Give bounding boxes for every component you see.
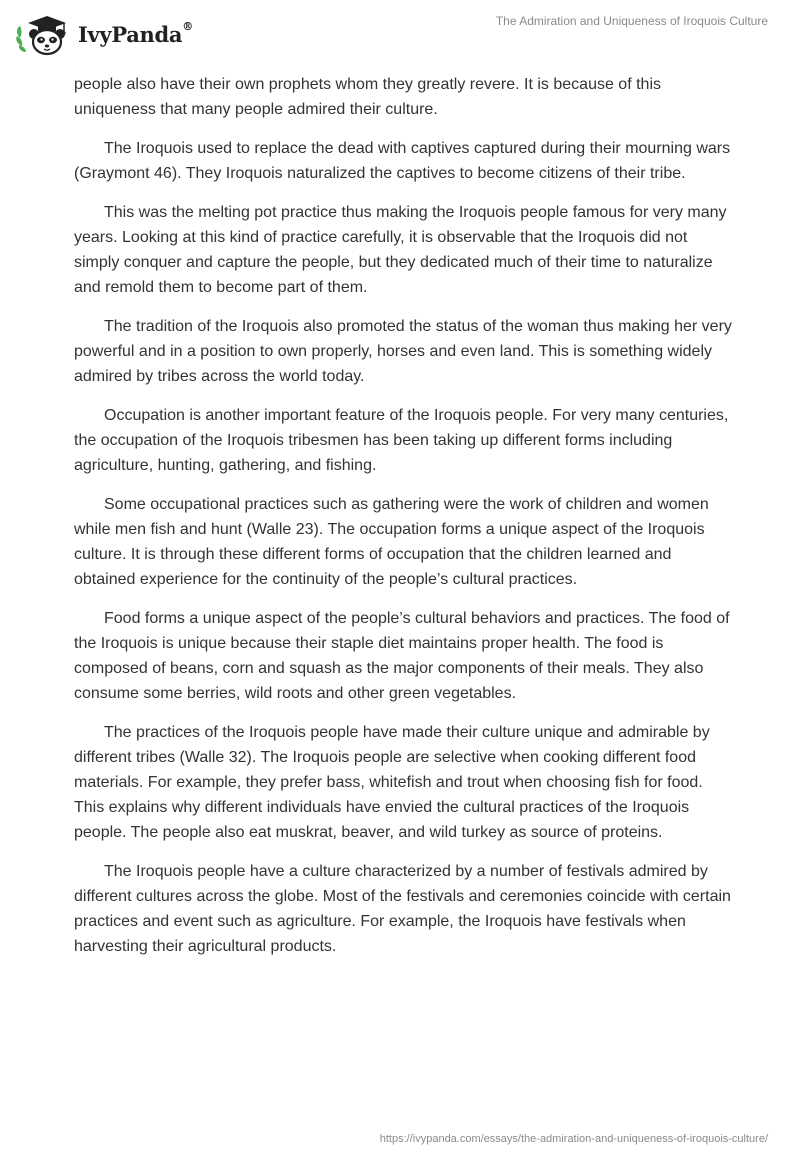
panda-graduation-cap-icon <box>14 12 74 56</box>
source-url[interactable]: https://ivypanda.com/essays/the-admiration-and-uniqueness-of-iroquois-culture/ <box>379 1133 768 1145</box>
essay-paragraph: Food forms a unique aspect of the people’s cultural behaviors and practices. The food of the Iroquois is unique because their staple diet maintains proper health. The food is composed of beans, corn and squash as the major components of their meals. They also consume some berries, wild roots and other green vegetables. <box>74 610 730 702</box>
essay-paragraph: Occupation is another important feature of the Iroquois people. For very many centuries, the occupation of the Iroquois tribesmen has been taking up different forms including agriculture, hunting, gathering, and fishing. <box>74 407 729 474</box>
brand-name: IvyPanda® <box>78 19 193 47</box>
essay-paragraph: The tradition of the Iroquois also promoted the status of the woman thus making her very powerful and in a position to own properly, horses and even land. This is something widely admired by tribes across the world today. <box>74 318 732 385</box>
essay-paragraph: The Iroquois used to replace the dead with captives captured during their mourning wars (Graymont 46). They Iroquois naturalized the captives to become citizens of their tribe. <box>74 140 731 182</box>
ivypanda-logo[interactable] <box>14 12 193 56</box>
document-title: The Admiration and Uniqueness of Iroquois Culture <box>495 14 768 28</box>
essay-body <box>74 72 734 973</box>
essay-paragraph: people also have their own prophets whom they greatly revere. It is because of this uniqueness that many people admired their culture. <box>74 76 661 118</box>
page-header <box>0 0 800 70</box>
essay-paragraph: The practices of the Iroquois people have made their culture unique and admirable by different tribes (Walle 32). The Iroquois people are selective when cooking different food materials. For example, they prefer bass, whitefish and trout when choosing fish for food. This explains why different individuals have envied the cultural practices of the Iroquois people. The people also eat muskrat, beaver, and wild turkey as source of proteins. <box>74 724 710 841</box>
registered-mark: ® <box>182 19 193 33</box>
essay-paragraph: This was the melting pot practice thus making the Iroquois people famous for very many years. Looking at this kind of practice carefully, it is observable that the Iroquois did not simply conquer and capture the people, but they dedicated much of their time to naturalize and remold them to become part of them. <box>74 204 727 296</box>
essay-paragraph: The Iroquois people have a culture characterized by a number of festivals admired by different cultures across the globe. Most of the festivals and ceremonies coincide with certain practices and event such as agriculture. For example, the Iroquois have festivals when harvesting their agricultural products. <box>74 863 731 955</box>
essay-paragraph: Some occupational practices such as gathering were the work of children and women while men fish and hunt (Walle 23). The occupation forms a unique aspect of the Iroquois culture. It is through these different forms of occupation that the children learned and obtained experience for the continuity of the people’s cultural practices. <box>74 496 709 588</box>
